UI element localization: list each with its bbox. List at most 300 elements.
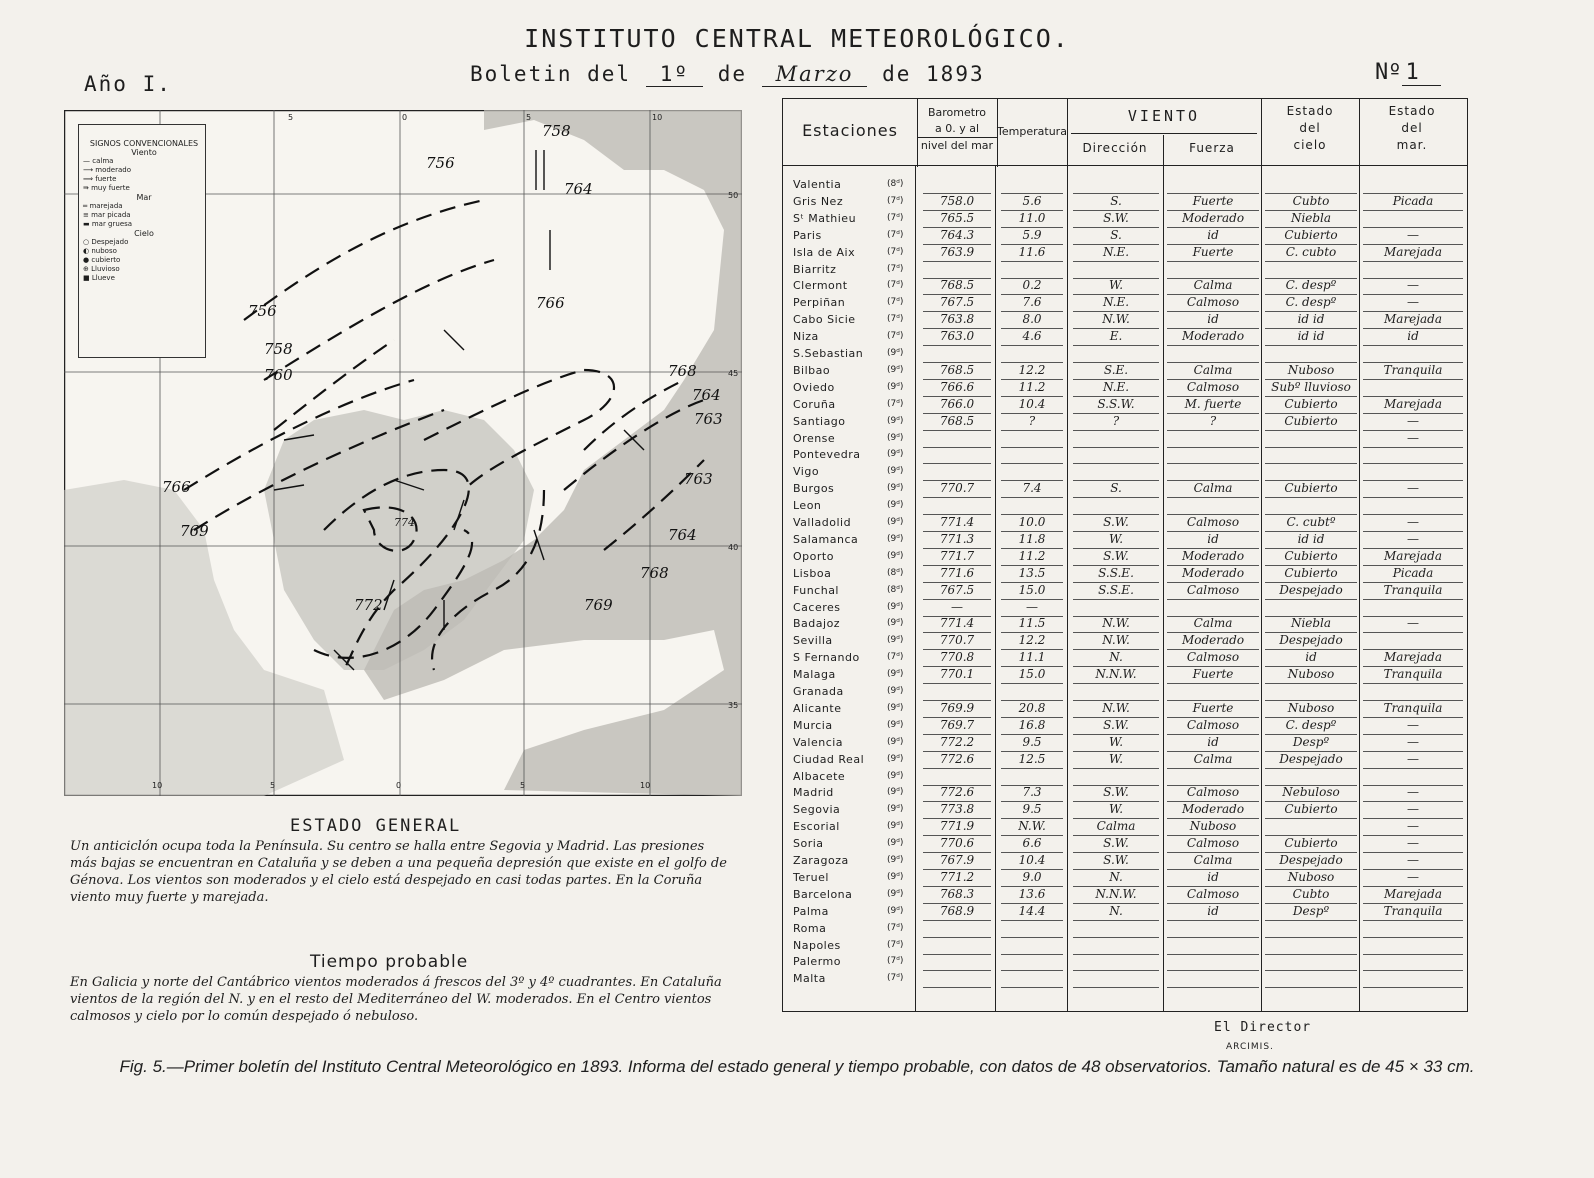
cell-b (923, 447, 991, 464)
station-name: Salamanca (793, 532, 859, 546)
number-label: Nº (1375, 60, 1402, 85)
bulletin-year: 1893 (926, 62, 985, 86)
table-row (783, 616, 1467, 633)
cell-d: ? (1073, 414, 1159, 431)
observation-hour: (9ᵈ) (887, 364, 904, 375)
cell-m (1363, 954, 1463, 971)
observation-hour: (7ᵈ) (887, 398, 904, 409)
cell-f (1167, 769, 1259, 786)
cell-f: M. fuerte (1167, 397, 1259, 414)
cell-d: N.E. (1073, 295, 1159, 312)
header-stations: Estaciones (783, 99, 918, 167)
cell-c (1265, 431, 1357, 448)
cell-t: 9.0 (1001, 870, 1063, 887)
isobar-label: 758 (264, 340, 293, 358)
table-row (783, 431, 1467, 448)
cell-m: — (1363, 735, 1463, 752)
cell-f: Calmoso (1167, 515, 1259, 532)
observation-hour: (9ᵈ) (887, 770, 904, 781)
station-name: Valencia (793, 735, 844, 749)
cell-c: Niebla (1265, 616, 1357, 633)
station-name: Alicante (793, 701, 842, 715)
observation-hour: (7ᵈ) (887, 939, 904, 950)
cell-b: 768.5 (923, 363, 991, 380)
cell-b (923, 498, 991, 515)
observation-hour: (9ᵈ) (887, 669, 904, 680)
cell-c: C. cubto (1265, 245, 1357, 262)
observation-hour: (9ᵈ) (887, 686, 904, 696)
cell-c: Cubto (1265, 194, 1357, 211)
cell-m: — (1363, 802, 1463, 819)
cell-m (1363, 921, 1463, 938)
cell-f (1167, 498, 1259, 515)
cell-t: 5.6 (1001, 194, 1063, 211)
cell-f: Moderado (1167, 211, 1259, 228)
cell-m: — (1363, 431, 1463, 448)
cell-d: S.S.E. (1073, 583, 1159, 600)
cell-f (1167, 938, 1259, 955)
header-force: Fuerza (1189, 141, 1235, 155)
observation-hour: (7ᵈ) (887, 331, 904, 342)
cell-d (1073, 769, 1159, 786)
cell-b (923, 769, 991, 786)
cell-f: Calmoso (1167, 583, 1259, 600)
cell-t: 20.8 (1001, 701, 1063, 718)
estado-general-title: ESTADO GENERAL (290, 816, 462, 836)
cell-c: Cubierto (1265, 397, 1357, 414)
cell-t: 6.6 (1001, 836, 1063, 853)
cell-d: N. (1073, 870, 1159, 887)
observation-hour: (9ᵈ) (887, 432, 904, 443)
cell-f: Calma (1167, 363, 1259, 380)
table-row (783, 498, 1467, 515)
cell-d: N.W. (1073, 633, 1159, 650)
legend-item: ◐ nuboso (83, 247, 117, 255)
cell-c: Despejado (1265, 853, 1357, 870)
table-row (783, 346, 1467, 363)
station-name: Teruel (793, 870, 829, 884)
tiempo-probable-title: Tiempo probable (310, 952, 469, 972)
cell-b: 771.7 (923, 549, 991, 566)
cell-t: 10.4 (1001, 397, 1063, 414)
cell-c: Despejado (1265, 583, 1357, 600)
cell-t: N.W. (1001, 819, 1063, 836)
observation-hour: (7ᵈ) (887, 297, 904, 308)
cell-f: Calmoso (1167, 836, 1259, 853)
cell-t: 13.6 (1001, 887, 1063, 904)
station-name: Lisboa (793, 566, 832, 580)
table-row (783, 481, 1467, 498)
station-name: Santiago (793, 414, 846, 428)
isobar-label: 764 (668, 526, 697, 544)
cell-t: 4.6 (1001, 329, 1063, 346)
legend-item: ▬ mar gruesa (83, 220, 133, 228)
cell-b: 772.6 (923, 785, 991, 802)
cell-d: N.E. (1073, 380, 1159, 397)
observation-hour: (9ᵈ) (887, 702, 904, 713)
cell-b: — (923, 600, 991, 617)
cell-f: Calma (1167, 481, 1259, 498)
cell-m (1363, 938, 1463, 955)
cell-b: 767.9 (923, 853, 991, 870)
isobar-label: 764 (692, 386, 721, 404)
cell-b: 769.7 (923, 718, 991, 735)
table-row (783, 887, 1467, 904)
cell-t: 11.8 (1001, 532, 1063, 549)
cell-c: C. despº (1265, 278, 1357, 295)
cell-t: 0.2 (1001, 278, 1063, 295)
cell-c (1265, 971, 1357, 988)
number-value: 1 (1402, 60, 1441, 86)
cell-d: S.W. (1073, 718, 1159, 735)
isobar-label: 772 (354, 596, 383, 614)
cell-t: 11.0 (1001, 211, 1063, 228)
cell-b: 771.9 (923, 819, 991, 836)
grid-label: 10 (652, 113, 663, 122)
cell-d: S. (1073, 228, 1159, 245)
legend-cielo-title: Cielo (134, 229, 154, 238)
cell-m: — (1363, 532, 1463, 549)
bulletin-de-1: de (717, 62, 747, 86)
cell-t (1001, 938, 1063, 955)
cell-t: 7.4 (1001, 481, 1063, 498)
table-row (783, 194, 1467, 211)
cell-c: Nuboso (1265, 667, 1357, 684)
observation-hour: (9ᵈ) (887, 618, 904, 629)
cell-c (1265, 684, 1357, 701)
station-name: Clermont (793, 279, 848, 293)
station-name: Pontevedra (793, 448, 861, 462)
cell-f (1167, 177, 1259, 194)
isobar-label: 760 (264, 366, 293, 384)
cell-t (1001, 346, 1063, 363)
cell-d (1073, 938, 1159, 955)
cell-b: 771.6 (923, 566, 991, 583)
station-name: Bilbao (793, 363, 831, 377)
station-name: Gris Nez (793, 194, 844, 208)
observation-hour: (9ᵈ) (887, 466, 904, 477)
cell-d: E. (1073, 329, 1159, 346)
cell-c: id id (1265, 532, 1357, 549)
station-name: Madrid (793, 786, 834, 800)
table-row (783, 769, 1467, 786)
legend-item: ⟹ fuerte (83, 175, 117, 183)
cell-b: 763.8 (923, 312, 991, 329)
station-name: Cabo Sicie (793, 313, 856, 327)
table-row (783, 262, 1467, 279)
cell-f: Moderado (1167, 549, 1259, 566)
cell-m: Marejada (1363, 245, 1463, 262)
cell-c: Cubierto (1265, 836, 1357, 853)
cell-t (1001, 464, 1063, 481)
cell-d: N. (1073, 650, 1159, 667)
cell-c: Despº (1265, 904, 1357, 921)
cell-c (1265, 498, 1357, 515)
cell-b (923, 921, 991, 938)
cell-b: 769.9 (923, 701, 991, 718)
station-name: Badajoz (793, 617, 841, 631)
cell-t (1001, 447, 1063, 464)
cell-c (1265, 954, 1357, 971)
cell-b: 770.7 (923, 633, 991, 650)
cell-f: Moderado (1167, 802, 1259, 819)
observation-hour: (9ᵈ) (887, 787, 904, 798)
table-row (783, 684, 1467, 701)
cell-d: S.S.E. (1073, 566, 1159, 583)
station-name: Niza (793, 330, 819, 344)
cell-c: Niebla (1265, 211, 1357, 228)
cell-d: W. (1073, 532, 1159, 549)
cell-f (1167, 464, 1259, 481)
observation-hour: (8ᵈ) (887, 584, 904, 595)
cell-d: N.E. (1073, 245, 1159, 262)
observation-hour: (7ᵈ) (887, 314, 904, 325)
bulletin-de-2: de (882, 62, 912, 86)
cell-d: S.W. (1073, 836, 1159, 853)
cell-f: Fuerte (1167, 245, 1259, 262)
cell-m: — (1363, 836, 1463, 853)
cell-m: — (1363, 752, 1463, 769)
table-row (783, 650, 1467, 667)
observation-hour: (9ᵈ) (887, 635, 904, 646)
cell-b (923, 431, 991, 448)
cell-b: 771.2 (923, 870, 991, 887)
cell-m (1363, 211, 1463, 228)
cell-m (1363, 447, 1463, 464)
cell-t: 11.2 (1001, 549, 1063, 566)
bulletin-number (1375, 60, 1441, 86)
station-name: Paris (793, 228, 822, 242)
table-row (783, 971, 1467, 988)
cell-b: 770.1 (923, 667, 991, 684)
cell-d (1073, 262, 1159, 279)
station-name: Biarritz (793, 262, 837, 276)
cell-t: 10.0 (1001, 515, 1063, 532)
isobar-label: 763 (694, 410, 723, 428)
cell-m (1363, 262, 1463, 279)
observation-hour: (7ᵈ) (887, 652, 904, 663)
observation-hour: (7ᵈ) (887, 263, 904, 274)
observation-hour: (7ᵈ) (887, 229, 904, 240)
table-row (783, 380, 1467, 397)
table-row (783, 938, 1467, 955)
cell-m: — (1363, 414, 1463, 431)
station-name: Napoles (793, 938, 841, 952)
cell-c: C. despº (1265, 295, 1357, 312)
table-row (783, 566, 1467, 583)
table-row (783, 954, 1467, 971)
cell-d: W. (1073, 735, 1159, 752)
station-name: Granada (793, 685, 844, 698)
grid-label: 5 (270, 781, 276, 790)
cell-d (1073, 346, 1159, 363)
station-name: Orense (793, 431, 836, 445)
cell-b: 767.5 (923, 295, 991, 312)
station-name: Sevilla (793, 634, 833, 648)
observation-hour: (7ᵈ) (887, 973, 904, 984)
cell-b (923, 684, 991, 701)
table-row (783, 718, 1467, 735)
cell-b (923, 938, 991, 955)
cell-f: Calmoso (1167, 785, 1259, 802)
cell-m: Marejada (1363, 397, 1463, 414)
cell-b: 766.6 (923, 380, 991, 397)
cell-f (1167, 971, 1259, 988)
station-name: Ciudad Real (793, 752, 865, 766)
institute-title: INSTITUTO CENTRAL METEOROLÓGICO. (524, 24, 1070, 53)
grid-label: 5 (288, 113, 294, 122)
observation-hour: (9ᵈ) (887, 517, 904, 527)
legend-item: ⊕ Lluvioso (83, 265, 120, 273)
station-name: Vigo (793, 465, 820, 479)
cell-d (1073, 971, 1159, 988)
observation-hour: (9ᵈ) (887, 449, 904, 460)
cell-m: — (1363, 870, 1463, 887)
table-row (783, 447, 1467, 464)
cell-b: 770.6 (923, 836, 991, 853)
grid-label: 40 (728, 543, 739, 552)
observation-hour: (9ᵈ) (887, 533, 904, 544)
cell-m: Marejada (1363, 312, 1463, 329)
cell-c (1265, 921, 1357, 938)
grid-label: 50 (728, 191, 739, 200)
grid-label: 45 (728, 369, 739, 378)
table-row (783, 921, 1467, 938)
table-row (783, 735, 1467, 752)
observation-hour: (9ᵈ) (887, 871, 904, 882)
legend-item: ⇛ muy fuerte (83, 184, 130, 192)
cell-d (1073, 921, 1159, 938)
figure-caption: Fig. 5.—Primer boletín del Instituto Central Meteorológico en 1893. Informa del estado general y tiempo probable, con datos de 48 observatorios. Tamaño natural es de 45 × 33 cm. (119, 1057, 1475, 1076)
cell-c (1265, 600, 1357, 617)
grid-label: 10 (640, 781, 651, 790)
cell-f (1167, 954, 1259, 971)
station-name: Murcia (793, 718, 833, 732)
legend-title: SIGNOS CONVENCIONALES (89, 139, 199, 148)
station-name: Coruña (793, 397, 836, 411)
cell-c: Subº lluvioso (1265, 380, 1357, 397)
director-name: ARCIMIS. (1226, 1042, 1274, 1052)
cell-f (1167, 346, 1259, 363)
cell-m: — (1363, 481, 1463, 498)
isobar-label: 769 (180, 522, 209, 540)
cell-f: Fuerte (1167, 194, 1259, 211)
cell-b: 758.0 (923, 194, 991, 211)
table-row (783, 329, 1467, 346)
cell-t: — (1001, 600, 1063, 617)
table-row (783, 836, 1467, 853)
header-temperature: Temperatura (997, 99, 1068, 167)
cell-f (1167, 600, 1259, 617)
cell-c: Nebuloso (1265, 785, 1357, 802)
cell-b: 768.9 (923, 904, 991, 921)
bulletin-month: Marzo (762, 62, 868, 87)
cell-t: 11.1 (1001, 650, 1063, 667)
cell-b: 771.3 (923, 532, 991, 549)
cell-b: 764.3 (923, 228, 991, 245)
cell-c: Despejado (1265, 633, 1357, 650)
cell-f: Fuerte (1167, 667, 1259, 684)
table-row (783, 211, 1467, 228)
legend-item: ═ marejada (83, 202, 123, 210)
director-label: El Director (1214, 1020, 1312, 1035)
grid-label: 10 (152, 781, 163, 790)
table-row (783, 667, 1467, 684)
cell-t: 16.8 (1001, 718, 1063, 735)
cell-f (1167, 684, 1259, 701)
cell-f: Moderado (1167, 329, 1259, 346)
observation-hour: (9ᵈ) (887, 415, 904, 426)
cell-c: Despº (1265, 735, 1357, 752)
grid-label: 35 (728, 701, 739, 710)
cell-m: — (1363, 785, 1463, 802)
observation-hour: (8ᵈ) (887, 179, 904, 189)
cell-d: S.W. (1073, 785, 1159, 802)
cell-m: Tranquila (1363, 583, 1463, 600)
cell-f: Calmoso (1167, 380, 1259, 397)
cell-t: 15.0 (1001, 667, 1063, 684)
cell-f: Calmoso (1167, 887, 1259, 904)
table-row (783, 414, 1467, 431)
cell-d: N.W. (1073, 616, 1159, 633)
cell-d (1073, 600, 1159, 617)
cell-t: 15.0 (1001, 583, 1063, 600)
cell-t: 14.4 (1001, 904, 1063, 921)
table-row (783, 870, 1467, 887)
cell-t (1001, 971, 1063, 988)
observation-hour: (9ᵈ) (887, 804, 904, 815)
table-row (783, 785, 1467, 802)
cell-c: Cubierto (1265, 802, 1357, 819)
cell-t: 11.6 (1001, 245, 1063, 262)
cell-t: 11.2 (1001, 380, 1063, 397)
station-name: Perpiñan (793, 296, 846, 310)
observation-hour: (8ᵈ) (887, 567, 904, 578)
cell-t (1001, 498, 1063, 515)
cell-m (1363, 346, 1463, 363)
cell-m (1363, 633, 1463, 650)
cell-f: Calma (1167, 616, 1259, 633)
cell-d (1073, 684, 1159, 701)
station-name: Barcelona (793, 887, 853, 901)
cell-f: id (1167, 312, 1259, 329)
cell-c: C. despº (1265, 718, 1357, 735)
cell-b (923, 346, 991, 363)
cell-m (1363, 600, 1463, 617)
table-row (783, 228, 1467, 245)
observation-hour: (7ᵈ) (887, 195, 904, 206)
cell-m: Tranquila (1363, 701, 1463, 718)
cell-c: Cubierto (1265, 228, 1357, 245)
cell-d: N.W. (1073, 701, 1159, 718)
cell-d: N.N.W. (1073, 887, 1159, 904)
cell-d (1073, 431, 1159, 448)
cell-m: Tranquila (1363, 667, 1463, 684)
cell-m (1363, 177, 1463, 194)
table-row (783, 295, 1467, 312)
cell-f: Fuerte (1167, 701, 1259, 718)
cell-c (1265, 938, 1357, 955)
cell-c (1265, 769, 1357, 786)
cell-b: 768.5 (923, 278, 991, 295)
table-row (783, 515, 1467, 532)
cell-f: Nuboso (1167, 819, 1259, 836)
cell-m: — (1363, 616, 1463, 633)
observation-hour: (9ᵈ) (887, 888, 904, 899)
observation-hour: (9ᵈ) (887, 753, 904, 764)
isobar-label: 766 (162, 478, 191, 496)
grid-label: 0 (396, 781, 402, 790)
